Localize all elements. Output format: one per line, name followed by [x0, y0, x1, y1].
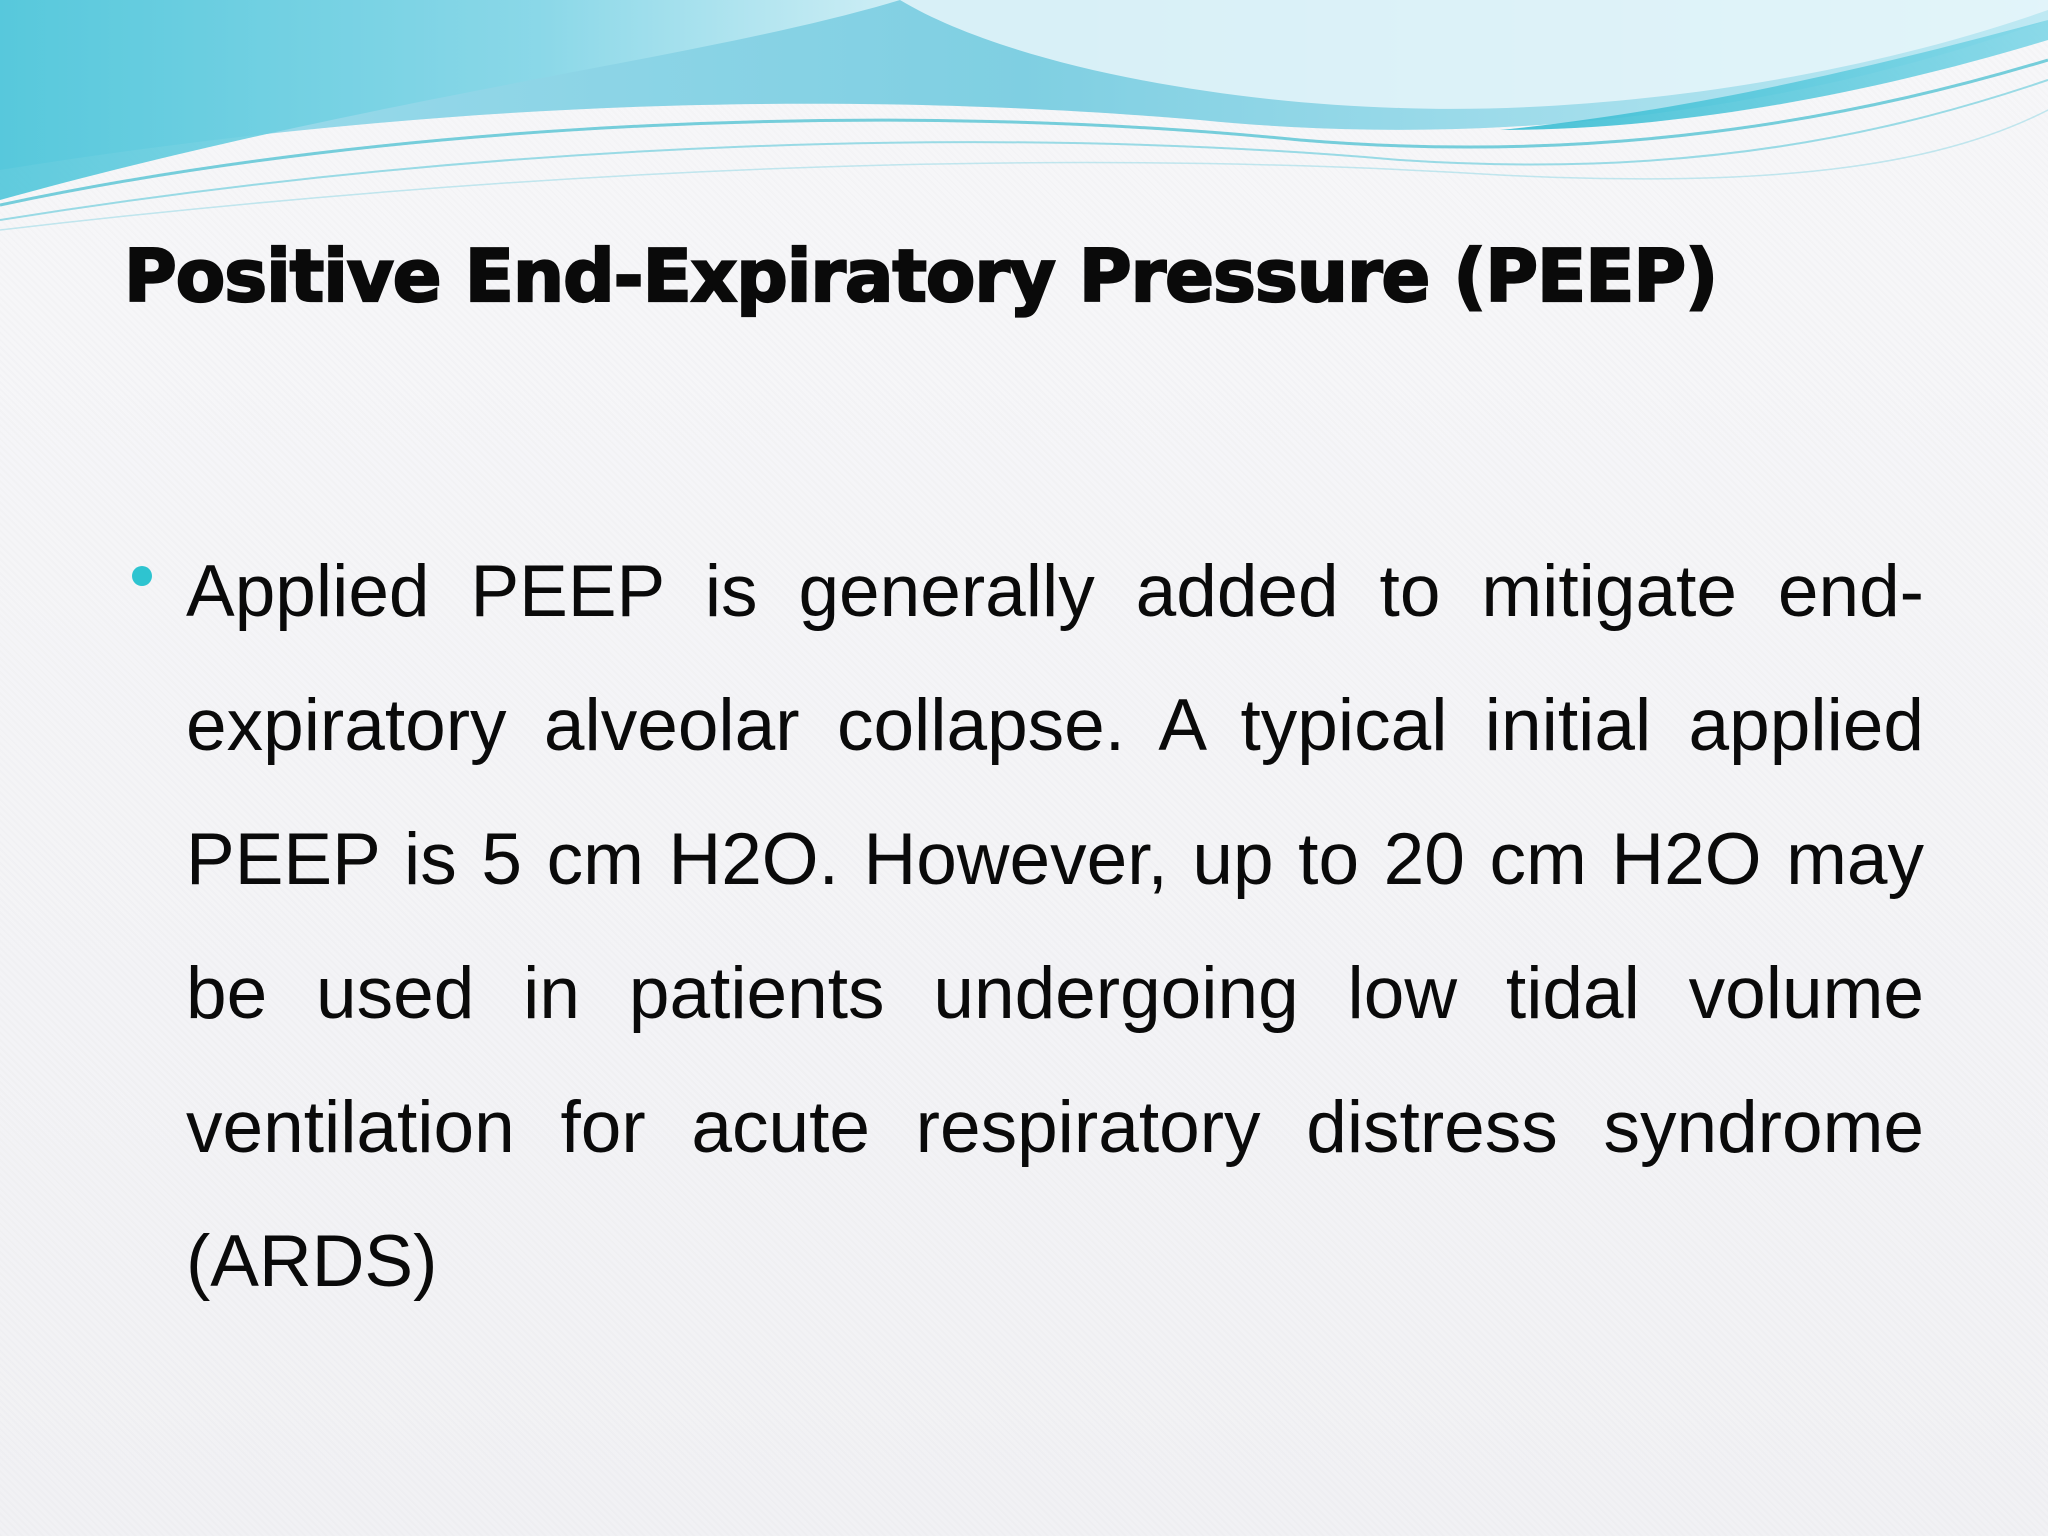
bullet-text: Applied PEEP is generally added to mitigate end-expiratory alveolar collapse. A typical initial applied PEEP is 5 cm H2O. However, up to 20 cm H2O may be used in patients undergoing low tidal volume ventilation for acute respiratory distress syndrome (ARDS)	[186, 551, 1924, 1302]
slide-title: Positive End-Expiratory Pressure (PEEP)	[124, 234, 1718, 318]
bullet-dot-icon	[132, 566, 152, 586]
header-wave-decoration	[0, 0, 2048, 240]
